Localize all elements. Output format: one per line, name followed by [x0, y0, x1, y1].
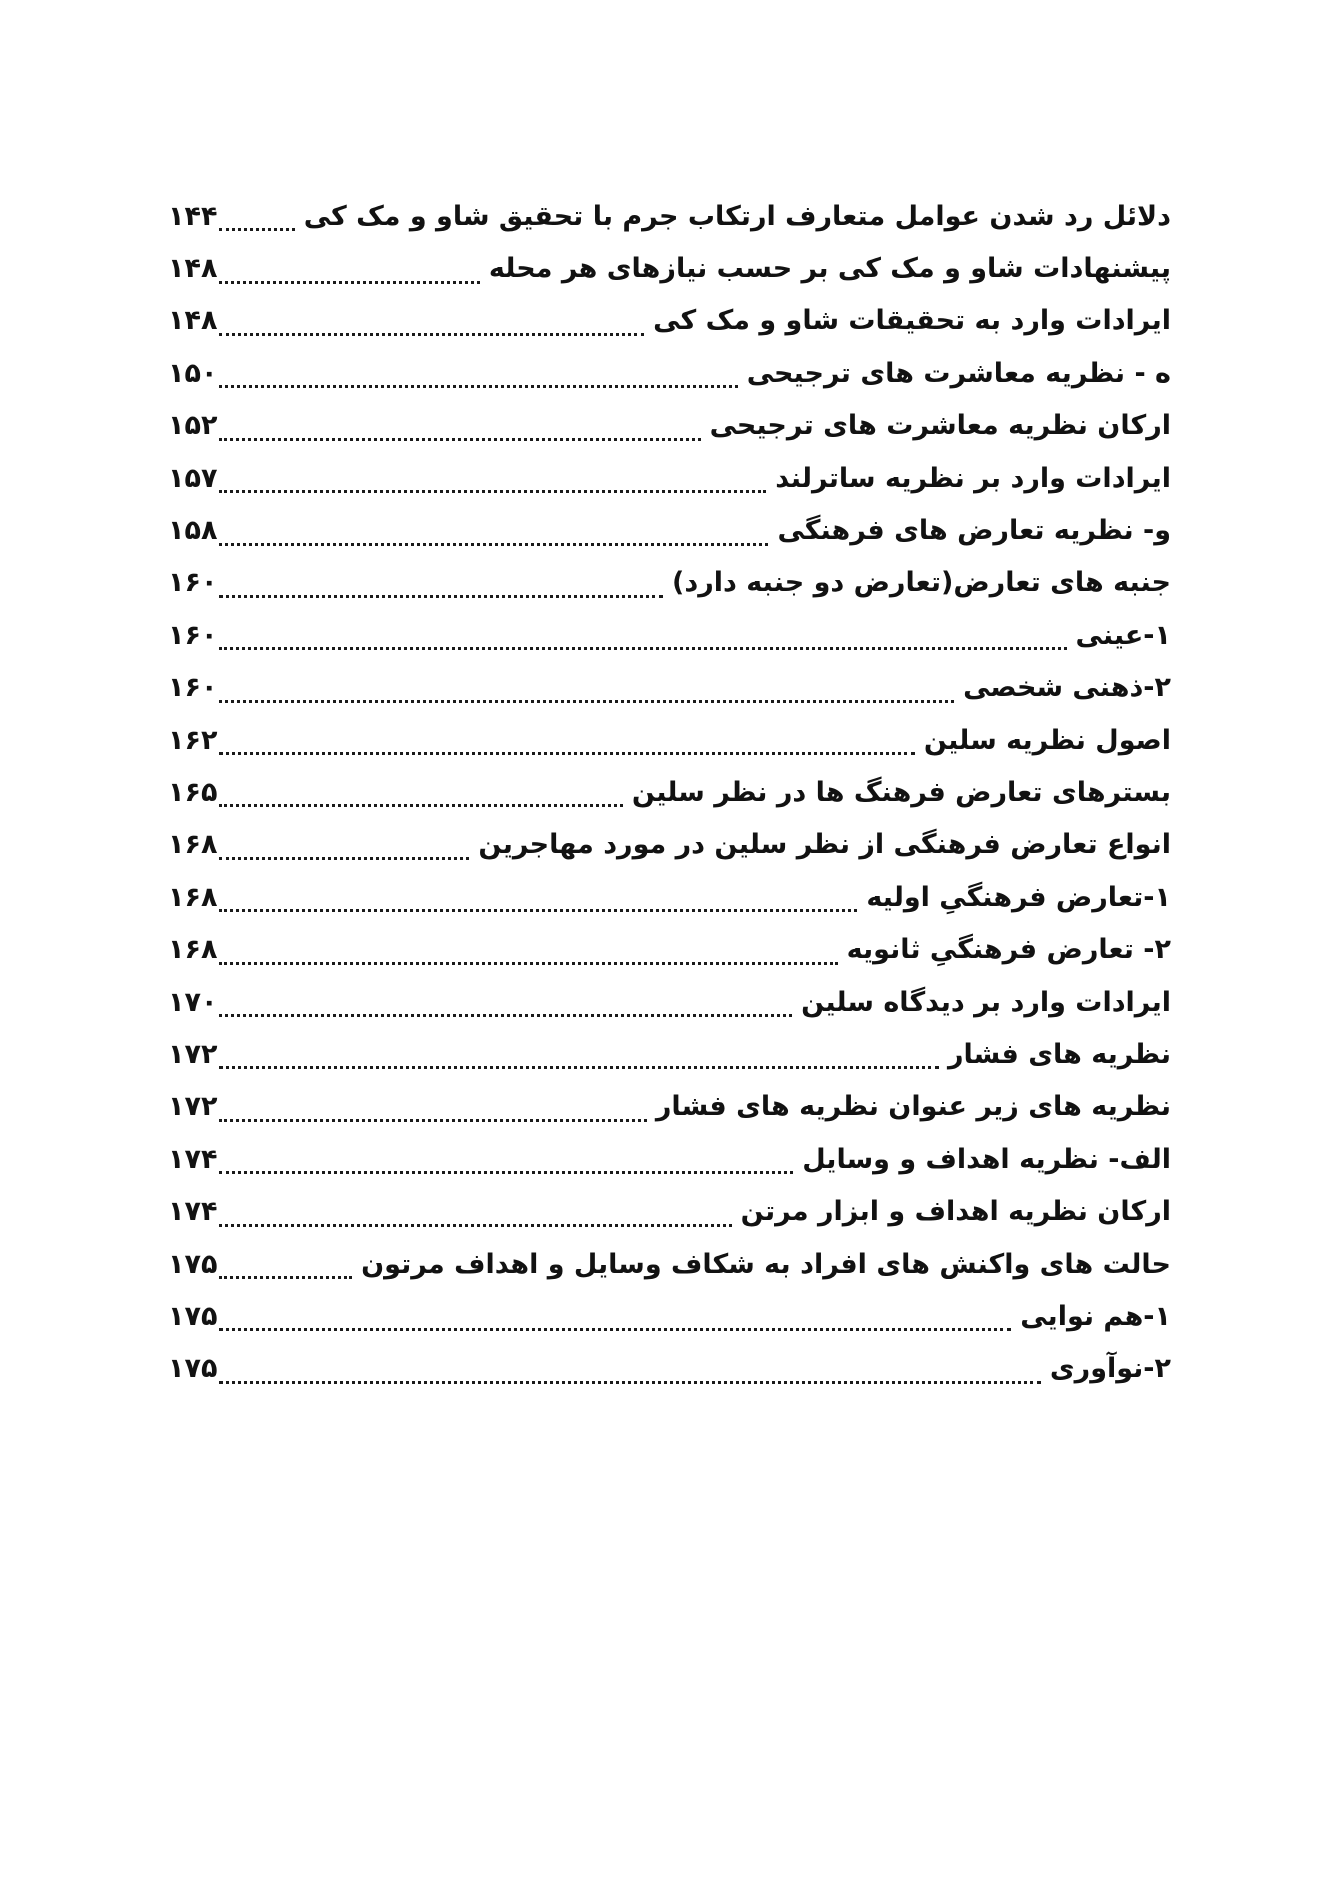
toc-entry-title: ۲-نوآوری	[1049, 1353, 1171, 1385]
toc-entry	[168, 242, 1171, 294]
toc-entry	[168, 871, 1171, 923]
dot-leader	[219, 1092, 646, 1122]
toc-entry-page: ۱۴۴	[168, 200, 218, 232]
toc-entry-title: ۱-عینی	[1075, 619, 1171, 651]
dot-leader	[219, 463, 766, 493]
toc-entry	[168, 662, 1171, 714]
toc-entry-page: ۱۷۴	[168, 1143, 218, 1175]
toc-entry	[168, 1185, 1171, 1237]
toc-entry	[168, 609, 1171, 661]
dot-leader	[219, 306, 644, 336]
toc-entry-page: ۱۷۵	[168, 1248, 218, 1280]
dot-leader	[219, 830, 469, 860]
toc-entry-title: دلائل رد شدن عوامل متعارف ارتکاب جرم با تحقیق شاو و مک کی	[303, 200, 1171, 232]
toc-entry-title: ایرادات وارد بر نظریه ساترلند	[775, 462, 1171, 494]
dot-leader	[219, 882, 857, 912]
toc-entry-page: ۱۶۸	[168, 829, 218, 861]
toc-entry	[168, 1238, 1171, 1290]
toc-entry-title: ارکان نظریه معاشرت های ترجیحی	[709, 410, 1171, 442]
toc-entry-page: ۱۵۷	[168, 462, 218, 494]
toc-entry-title: اصول نظریه سلین	[923, 724, 1171, 756]
toc-entry-page: ۱۷۵	[168, 1353, 218, 1385]
toc-entry	[168, 347, 1171, 399]
dot-leader	[219, 1301, 1011, 1331]
toc-entry-title: الف- نظریه اهداف و وسایل	[802, 1143, 1171, 1175]
toc-entry-page: ۱۴۸	[168, 253, 218, 285]
dot-leader	[219, 411, 700, 441]
dot-leader	[219, 1354, 1040, 1384]
toc-entry	[168, 819, 1171, 871]
toc-entry-page: ۱۶۰	[168, 567, 218, 599]
toc-entry-title: ۲- تعارض فرهنگیِ ثانویه	[846, 934, 1171, 966]
toc-entry-page: ۱۷۲	[168, 1038, 218, 1070]
toc-entry	[168, 400, 1171, 452]
toc-entry-title: ایرادات وارد بر دیدگاه سلین	[801, 986, 1171, 1018]
toc-entry	[168, 190, 1171, 242]
toc-list	[168, 190, 1171, 1395]
toc-entry-page: ۱۷۰	[168, 986, 218, 1018]
dot-leader	[219, 987, 792, 1017]
toc-entry-page: ۱۵۰	[168, 357, 218, 389]
toc-entry-page: ۱۶۸	[168, 881, 218, 913]
dot-leader	[219, 1197, 731, 1227]
toc-entry-title: نظریه های فشار	[948, 1038, 1171, 1070]
toc-entry-page: ۱۷۲	[168, 1091, 218, 1123]
toc-entry	[168, 557, 1171, 609]
toc-entry-title: بسترهای تعارض فرهنگ ها در نظر سلین	[631, 776, 1171, 808]
toc-entry	[168, 766, 1171, 818]
toc-entry-title: جنبه های تعارض(تعارض دو جنبه دارد)	[672, 567, 1171, 599]
toc-entry-page: ۱۶۰	[168, 672, 218, 704]
toc-entry-title: ارکان نظریه اهداف و ابزار مرتن	[740, 1196, 1171, 1228]
dot-leader	[219, 201, 294, 231]
dot-leader	[219, 1249, 352, 1279]
toc-entry-page: ۱۶۲	[168, 724, 218, 756]
toc-entry-title: پیشنهادات شاو و مک کی بر حسب نیازهای هر محله	[488, 253, 1171, 285]
toc-entry-page: ۱۷۵	[168, 1300, 218, 1332]
toc-entry-page: ۱۶۵	[168, 776, 218, 808]
toc-entry	[168, 1343, 1171, 1395]
toc-entry-page: ۱۵۸	[168, 515, 218, 547]
toc-entry-title: حالت های واکنش های افراد به شکاف وسایل و اهداف مرتون	[361, 1248, 1171, 1280]
dot-leader	[219, 777, 622, 807]
dot-leader	[219, 358, 737, 388]
toc-entry	[168, 452, 1171, 504]
toc-entry	[168, 1028, 1171, 1080]
toc-entry-title: انواع تعارض فرهنگی از نظر سلین در مورد مهاجرین	[478, 829, 1171, 861]
toc-entry-title: ۲-ذهنی شخصی	[963, 672, 1171, 704]
toc-entry	[168, 923, 1171, 975]
dot-leader	[219, 673, 954, 703]
toc-entry	[168, 504, 1171, 556]
toc-entry-title: و- نظریه تعارض های فرهنگی	[777, 515, 1171, 547]
toc-entry-page: ۱۷۴	[168, 1196, 218, 1228]
toc-entry-title: ایرادات وارد به تحقیقات شاو و مک کی	[653, 305, 1171, 337]
dot-leader	[219, 725, 914, 755]
toc-entry	[168, 1081, 1171, 1133]
dot-leader	[219, 620, 1066, 650]
toc-entry	[168, 1290, 1171, 1342]
toc-entry	[168, 714, 1171, 766]
toc-entry-title: ۱-هم نوایی	[1020, 1300, 1171, 1332]
dot-leader	[219, 568, 663, 598]
dot-leader	[219, 935, 837, 965]
toc-entry-page: ۱۴۸	[168, 305, 218, 337]
toc-entry	[168, 976, 1171, 1028]
dot-leader	[219, 254, 479, 284]
toc-entry-title: ه - نظریه معاشرت های ترجیحی	[746, 357, 1171, 389]
toc-entry-page: ۱۶۸	[168, 934, 218, 966]
toc-entry-title: نظریه های زیر عنوان نظریه های فشار	[655, 1091, 1171, 1123]
toc-entry-page: ۱۶۰	[168, 619, 218, 651]
toc-entry-page: ۱۵۲	[168, 410, 218, 442]
dot-leader	[219, 1039, 939, 1069]
toc-entry	[168, 1133, 1171, 1185]
dot-leader	[219, 1144, 793, 1174]
toc-entry	[168, 295, 1171, 347]
toc-entry-title: ۱-تعارض فرهنگیِ اولیه	[866, 881, 1171, 913]
dot-leader	[219, 516, 768, 546]
